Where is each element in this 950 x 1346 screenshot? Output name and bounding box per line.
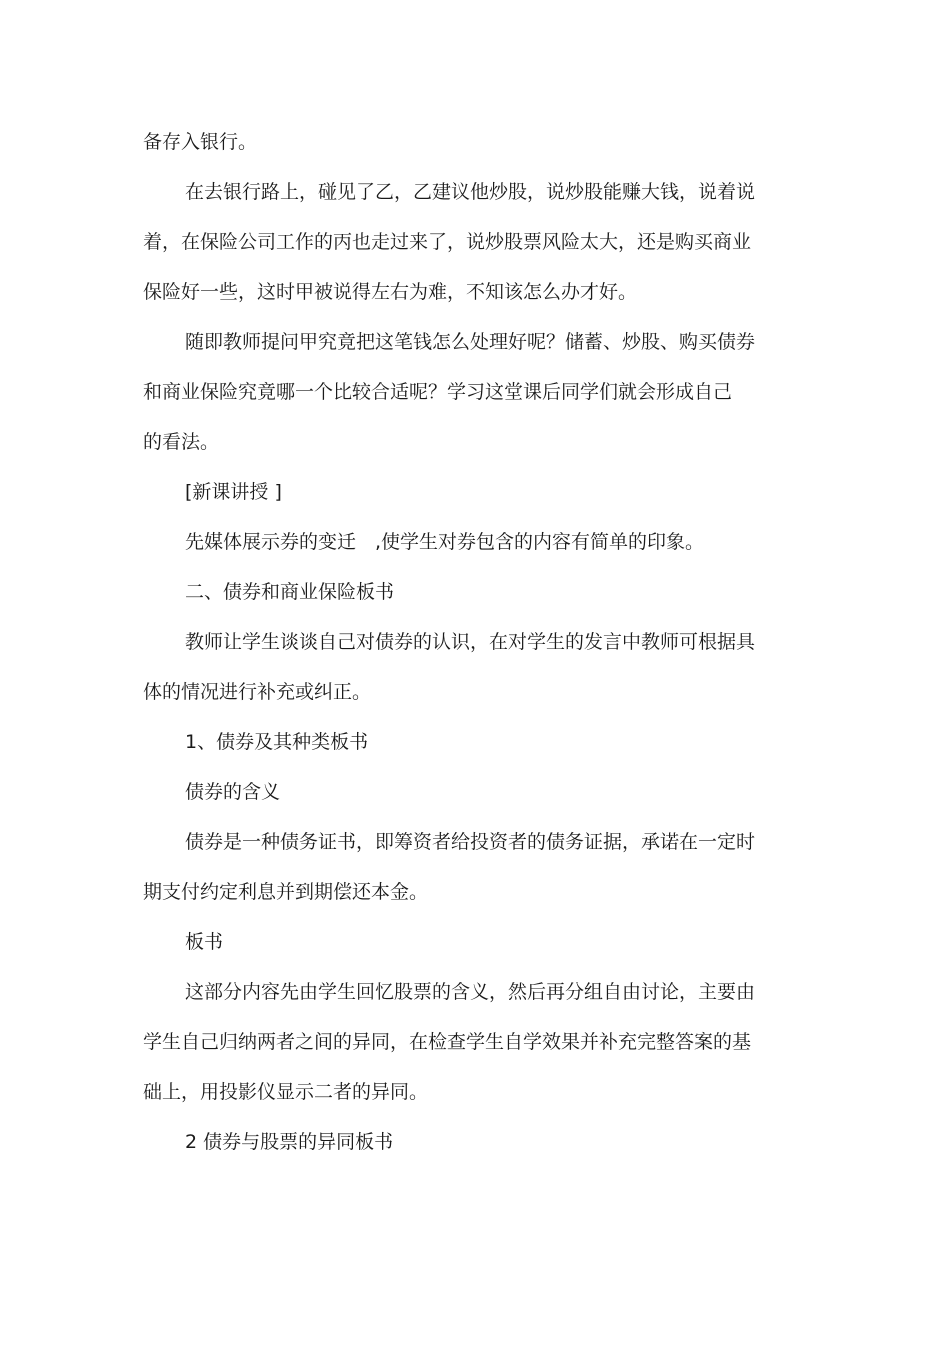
text-line: 先媒体展示券的变迁 ,使学生对券包含的内容有简单的印象。 bbox=[185, 531, 705, 553]
section-heading: 1、债券及其种类板书 bbox=[185, 731, 369, 753]
text-line: 备存入银行。 bbox=[143, 131, 258, 153]
text-line: 体的情况进行补充或纠正。 bbox=[143, 681, 372, 703]
section-heading: 2 债券与股票的异同板书 bbox=[185, 1131, 394, 1153]
text-line: 础上，用投影仪显示二者的异同。 bbox=[143, 1081, 429, 1103]
section-heading: [新课讲授 ] bbox=[185, 481, 282, 503]
text-line: 和商业保险究竟哪一个比较合适呢？学习这堂课后同学们就会形成自己 bbox=[143, 381, 733, 403]
text-line: 学生自己归纳两者之间的异同，在检查学生自学效果并补充完整答案的基 bbox=[143, 1031, 752, 1053]
section-heading: 二、债券和商业保险板书 bbox=[185, 581, 395, 603]
text-line: 在去银行路上，碰见了乙，乙建议他炒股，说炒股能赚大钱，说着说 bbox=[185, 181, 756, 203]
text-line: 这部分内容先由学生回忆股票的含义，然后再分组自由讨论，主要由 bbox=[185, 981, 756, 1003]
text-line: 债券是一种债务证书，即筹资者给投资者的债务证据，承诺在一定时 bbox=[185, 831, 756, 853]
text-line: 期支付约定利息并到期偿还本金。 bbox=[143, 881, 429, 903]
text-line: 着，在保险公司工作的丙也走过来了，说炒股票风险太大，还是购买商业 bbox=[143, 231, 752, 253]
section-heading: 债券的含义 bbox=[185, 781, 281, 803]
text-line: 保险好一些，这时甲被说得左右为难，不知该怎么办才好。 bbox=[143, 281, 638, 303]
section-heading: 板书 bbox=[185, 931, 224, 953]
text-line: 教师让学生谈谈自己对债券的认识，在对学生的发言中教师可根据具 bbox=[185, 631, 756, 653]
text-line: 随即教师提问甲究竟把这笔钱怎么处理好呢？储蓄、炒股、购买债券 bbox=[185, 331, 756, 353]
text-line: 的看法。 bbox=[143, 431, 220, 453]
